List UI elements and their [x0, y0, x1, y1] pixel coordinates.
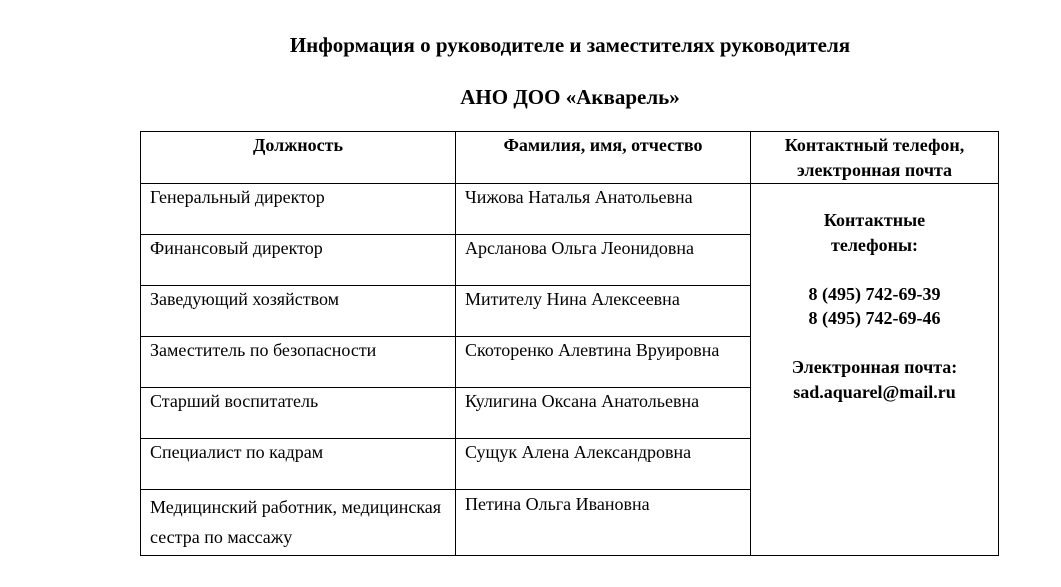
contacts-cell [751, 184, 999, 556]
column-header-contacts-line-1: Контактный телефон, [784, 135, 965, 155]
name-cell: Митителу Нина Алексеевна [456, 286, 751, 337]
document-title: Информация о руководителе и заместителях руководителя [289, 33, 851, 57]
email-label: Электронная почта: [791, 357, 958, 377]
name-cell: Арсланова Ольга Леонидовна [456, 235, 751, 286]
column-header-position: Должность [141, 132, 456, 184]
column-header-name: Фамилия, имя, отчество [456, 132, 751, 184]
table-row [141, 184, 999, 235]
name-cell: Петина Ольга Ивановна [456, 490, 751, 556]
organization-name: АНО ДОО «Акварель» [460, 85, 680, 109]
phone-number: 8 (495) 742-69-46 [808, 308, 941, 328]
table-header-row [141, 132, 999, 184]
leadership-table [140, 131, 999, 556]
position-cell: Генеральный директор [141, 184, 456, 235]
position-cell: Медицинский работник, медицинская сестра по массажу [141, 490, 456, 556]
column-header-contacts-line-2: электронная почта [796, 160, 953, 180]
name-cell: Чижова Наталья Анатольевна [456, 184, 751, 235]
phones-label-line-2: телефоны: [830, 234, 918, 255]
position-cell: Заместитель по безопасности [141, 337, 456, 388]
position-cell: Старший воспитатель [141, 388, 456, 439]
name-cell: Кулигина Оксана Анатольевна [456, 388, 751, 439]
position-cell: Специалист по кадрам [141, 439, 456, 490]
phone-number: 8 (495) 742-69-39 [808, 283, 941, 304]
email-address: sad.aquarel@mail.ru [793, 381, 956, 402]
name-cell: Скоторенко Алевтина Вруировна [456, 337, 751, 388]
position-cell: Заведующий хозяйством [141, 286, 456, 337]
phones-label-line-1: Контактные [823, 210, 926, 230]
position-cell: Финансовый директор [141, 235, 456, 286]
name-cell: Сущук Алена Александровна [456, 439, 751, 490]
column-header-contacts [751, 132, 999, 184]
